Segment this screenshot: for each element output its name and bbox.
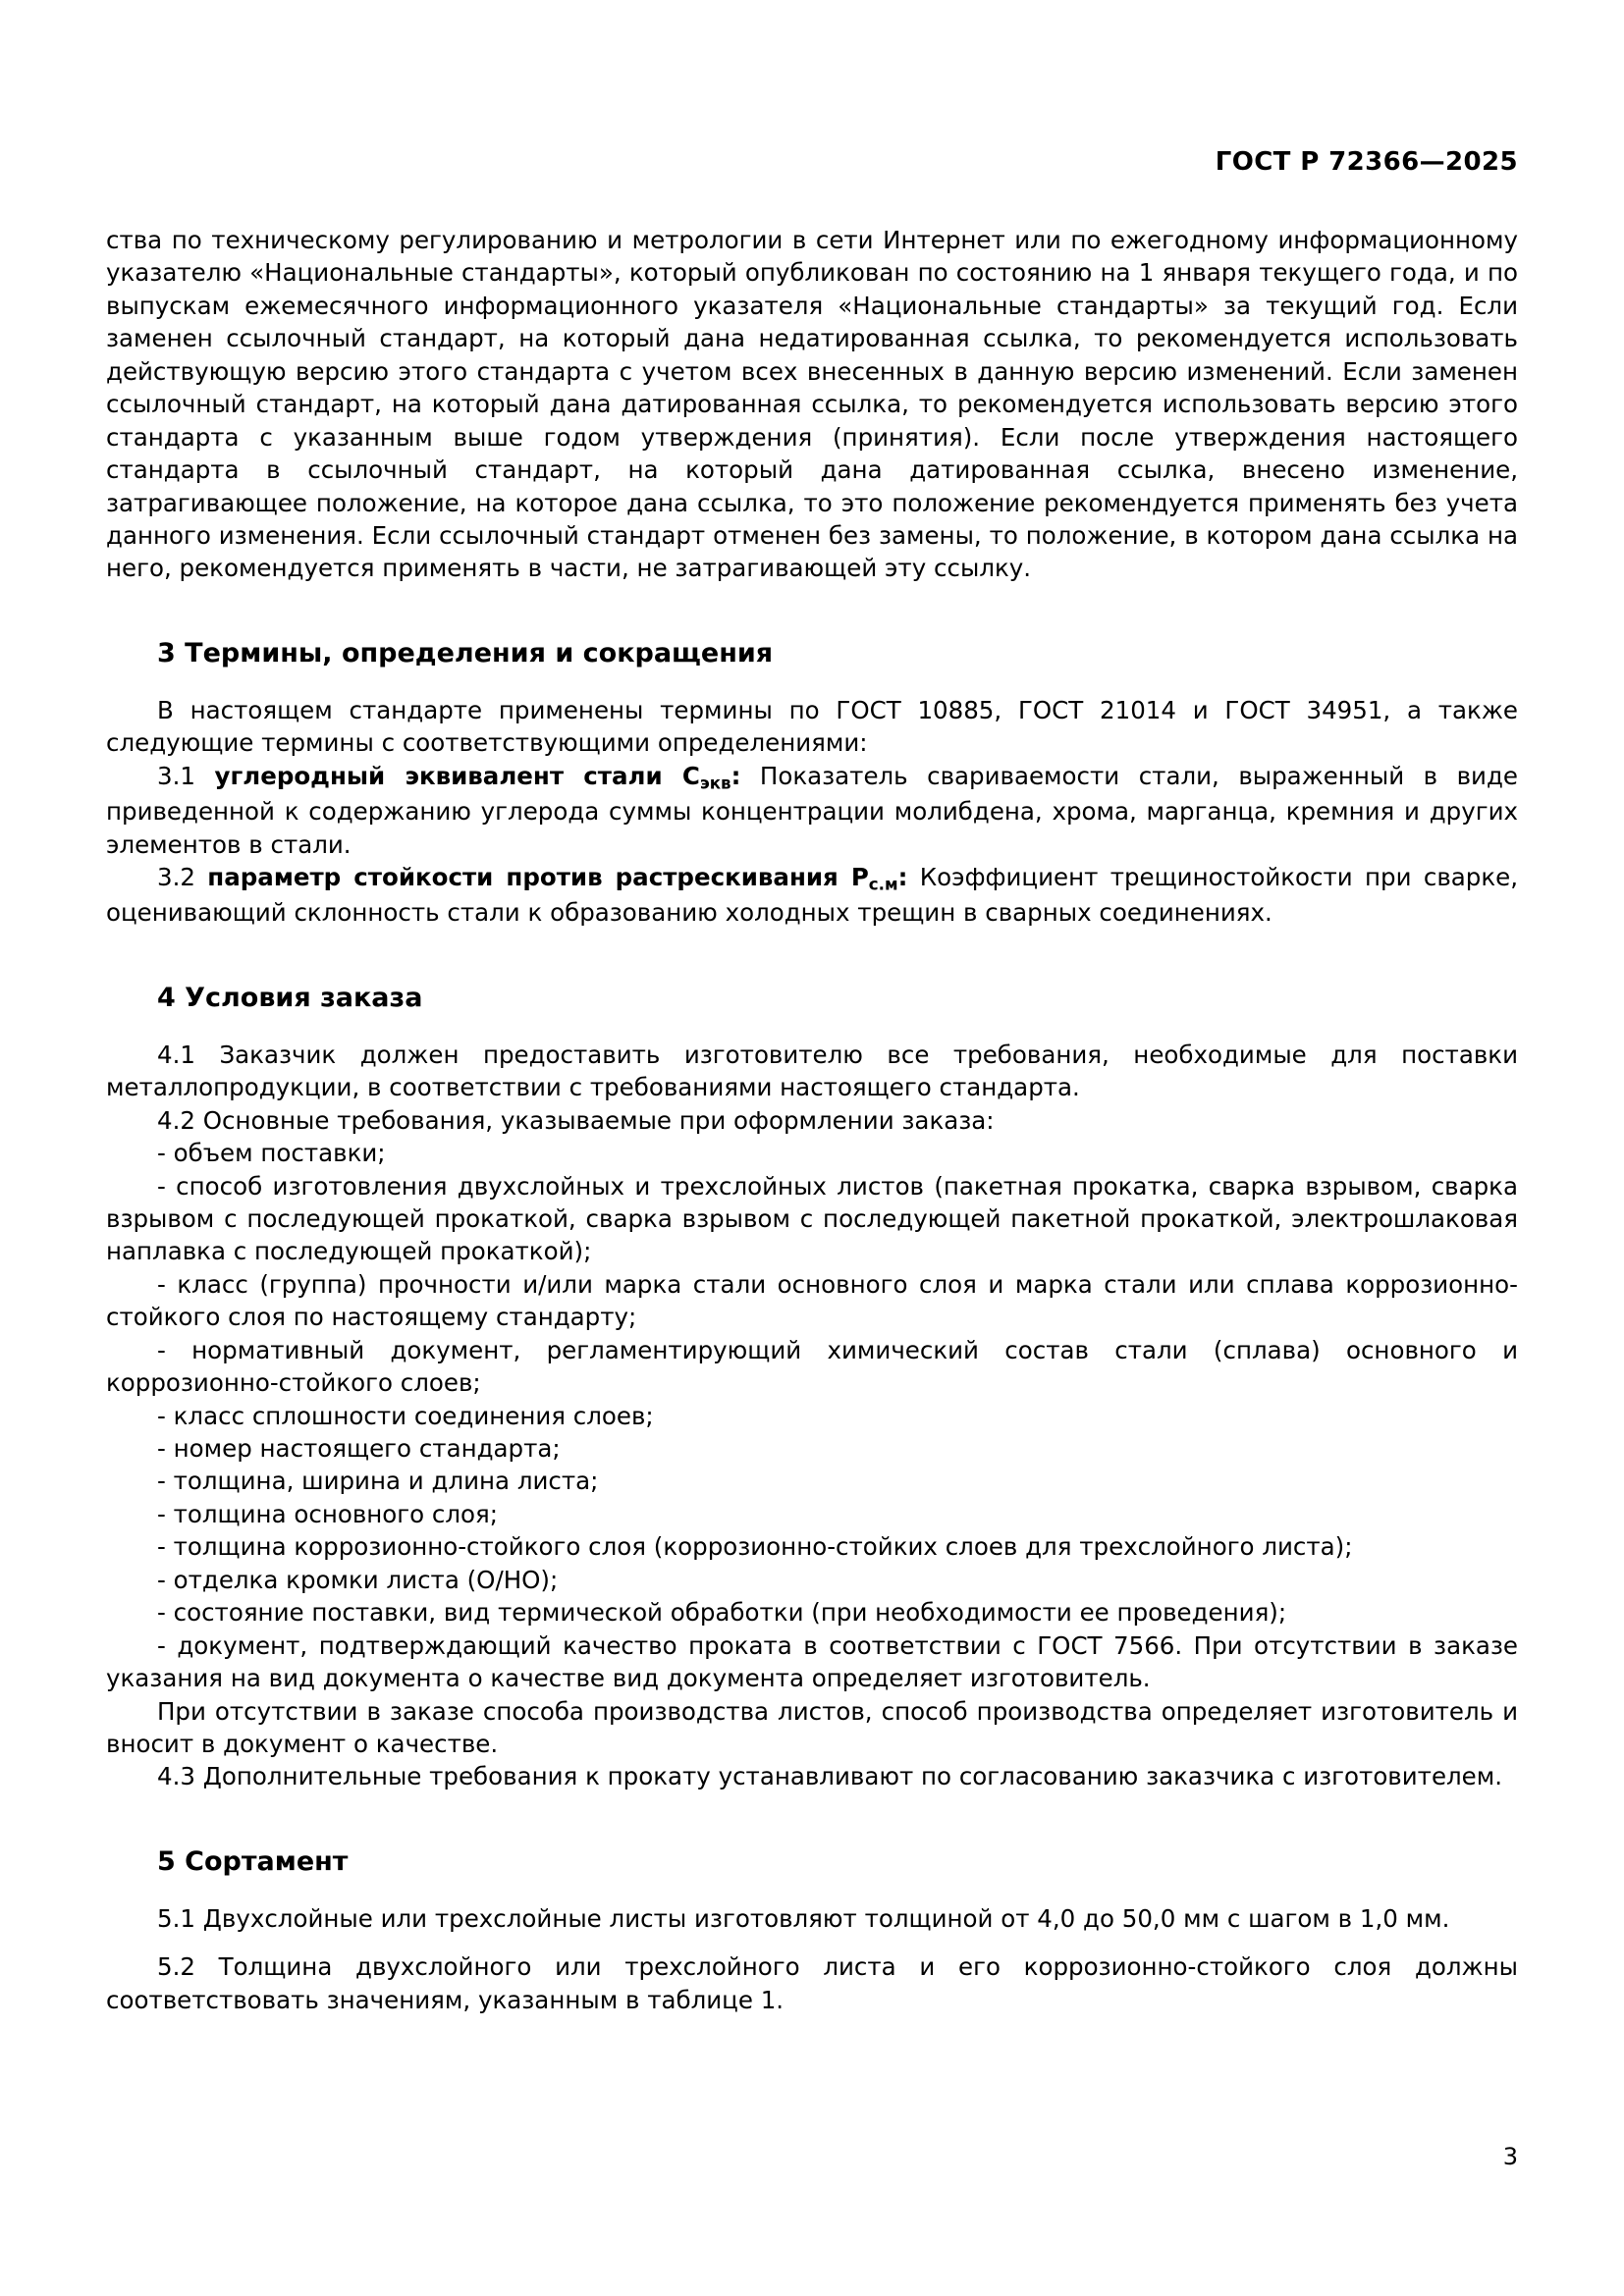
order-list-item: - объем поставки; <box>157 1139 386 1168</box>
intro-paragraph: ства по техническому регулированию и метрологии в сети Интернет или по ежегодному информационному указателю «Национальные стандарты», который опубликован по состоянию на 1 января текущего года, и по выпускам ежемесячного информационного указателя «Национальные стандарты» за текущий год. Если заменен ссылочный стандарт, на который дана недатированная ссылка, то рекомендуется использовать действующую версию этого стандарта с учетом всех внесенных в данную версию изменений. Если заменен ссылочный стандарт, на который дана датированная ссылка, то рекомендуется использовать версию этого стандарта с указанным выше годом утверждения (принятия). Если после утверждения настоящего стандарта в ссылочный стандарт, на который дана датированная ссылка, внесено изменение, затрагивающее положение, на которое дана ссылка, то это положение рекомендуется применять без учета данного изменения. Если ссылочный стандарт отменен без замены, то положение, в котором дана ссылка на него, рекомендуется применять в части, не затрагивающей эту ссылку. <box>106 226 1518 583</box>
order-list-item: - нормативный документ, регламентирующий химический состав стали (сплава) основного и коррозионно-стойкого слоев; <box>106 1335 1518 1398</box>
order-list-item: - толщина основного слоя; <box>157 1499 499 1528</box>
term-3-1 <box>106 760 1518 861</box>
term-3-2-colon: : <box>897 862 908 891</box>
section-4-closing-paragraph-1: При отсутствии в заказе способа производства листов, способ производства определяет изготовитель и вносит в документ о качестве. <box>106 1696 1518 1758</box>
term-3-1-colon: : <box>731 761 741 790</box>
order-list-item: - способ изготовления двухслойных и трехслойных листов (пакетная прокатка, сварка взрывом, сварка взрывом с последующей прокаткой, сварка взрывом с последующей пакетной прокаткой, электрошлаковая наплавка с последующей прокаткой); <box>106 1171 1518 1266</box>
section-heading-4: 4 Условия заказа <box>157 982 423 1013</box>
order-list-item: - класс сплошности соединения слоев; <box>157 1401 654 1430</box>
term-3-1-subscript: экв <box>699 774 731 793</box>
section-3-paragraph-1: В настоящем стандарте применены термины по ГОСТ 10885, ГОСТ 21014 и ГОСТ 34951, а также следующие термины с соответствующими определениями: <box>106 695 1518 758</box>
section-5-paragraph-2: 5.2 Толщина двухслойного или трехслойного листа и его коррозионно-стойкого слоя должны соответствовать значениям, указанным в таблице 1. <box>106 1952 1518 2014</box>
term-3-1-number: 3.1 <box>157 761 215 790</box>
term-3-2 <box>106 861 1518 930</box>
order-list-item: - номер настоящего стандарта; <box>157 1434 561 1464</box>
order-list-item: - класс (группа) прочности и/или марка стали основного слоя и марка стали или сплава коррозионно-стойкого слоя по настоящему стандарту; <box>106 1269 1518 1332</box>
term-3-1-label: углеродный эквивалент стали С <box>214 761 700 790</box>
page-header-standard-ref: ГОСТ Р 72366—2025 <box>1215 147 1518 177</box>
section-4-paragraph-1: 4.1 Заказчик должен предоставить изготовителю все требования, необходимые для поставки металлопродукции, в соответствии с требованиями настоящего стандарта. <box>106 1040 1518 1102</box>
section-heading-3: 3 Термины, определения и сокращения <box>157 637 774 668</box>
term-3-2-subscript: с.м <box>868 875 898 894</box>
section-heading-5: 5 Сортамент <box>157 1845 349 1877</box>
section-4-paragraph-2: 4.2 Основные требования, указываемые при оформлении заказа: <box>157 1105 995 1135</box>
term-3-2-number: 3.2 <box>157 862 208 891</box>
term-3-2-label: параметр стойкости против растрескивания Р <box>207 862 869 891</box>
term-3-2-definition: Коэффициент трещиностойкости при сварке, оценивающий склонность стали к образованию холодных трещин в сварных соединениях. <box>106 862 1518 928</box>
section-5-paragraph-1: 5.1 Двухслойные или трехслойные листы изготовляют толщиной от 4,0 до 50,0 мм с шагом в 1,0 мм. <box>157 1903 1450 1933</box>
page-content <box>106 147 1518 2016</box>
order-list-item: - документ, подтверждающий качество проката в соответствии с ГОСТ 7566. При отсутствии в заказе указания на вид документа о качестве вид документа определяет изготовитель. <box>106 1630 1518 1693</box>
order-list-item: - отделка кромки листа (О/НО); <box>157 1565 559 1594</box>
term-3-1-definition: Показатель свариваемости стали, выраженный в виде приведенной к содержанию углерода суммы концентрации молибдена, хрома, марганца, кремния и других элементов в стали. <box>106 761 1518 859</box>
order-list-item: - толщина, ширина и длина листа; <box>157 1467 599 1496</box>
order-list-item: - толщина коррозионно-стойкого слоя (коррозионно-стойких слоев для трехслойного листа); <box>157 1532 1353 1562</box>
section-4-closing-paragraph-2: 4.3 Дополнительные требования к прокату устанавливают по согласованию заказчика с изготовителем. <box>157 1762 1503 1791</box>
order-list-item: - состояние поставки, вид термической обработки (при необходимости ее проведения); <box>157 1598 1287 1628</box>
page-number: 3 <box>1502 2143 1518 2170</box>
